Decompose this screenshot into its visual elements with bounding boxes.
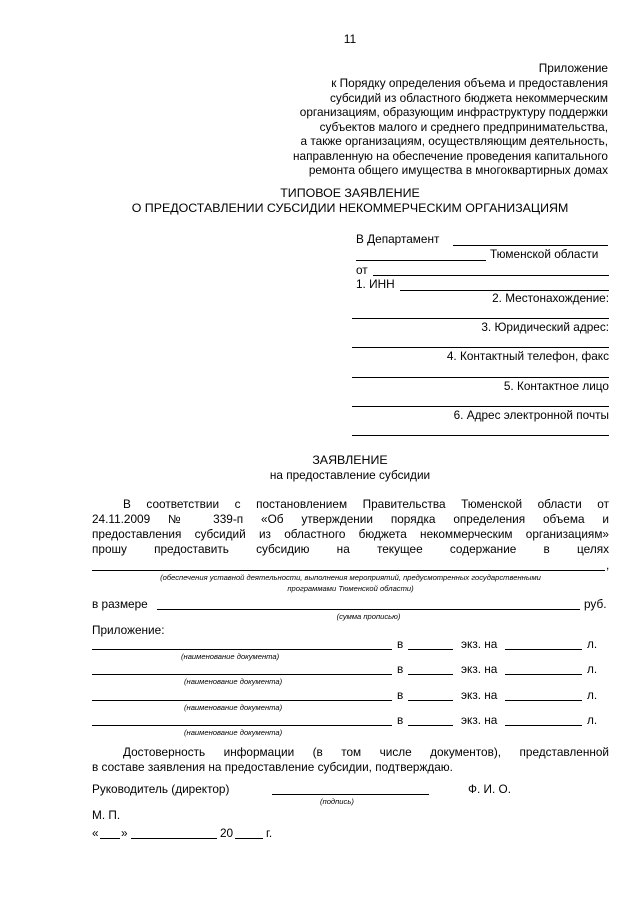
attachment-caption: (наименование документа) bbox=[184, 703, 283, 712]
statement-subheading: на предоставление субсидии bbox=[269, 468, 431, 482]
fio-label: Ф. И. О. bbox=[468, 782, 512, 796]
email-field[interactable] bbox=[352, 435, 609, 436]
date-year-prefix: 20 bbox=[220, 826, 234, 840]
attachment-name-field[interactable] bbox=[92, 725, 392, 726]
head-label: Руководитель (директор) bbox=[92, 782, 230, 796]
confirmation-line: Достоверность информации (в том числе документов), представленной bbox=[123, 745, 609, 759]
attachment-copies-field[interactable] bbox=[408, 649, 453, 650]
signature-field[interactable] bbox=[272, 794, 429, 795]
appendix-line: направленную на обеспечение проведения капитального bbox=[293, 149, 608, 163]
attachment-name-field[interactable] bbox=[92, 649, 392, 650]
date-year-field[interactable] bbox=[235, 838, 263, 839]
email-label: 6. Адрес электронной почты bbox=[453, 408, 609, 422]
department-label: В Департамент bbox=[356, 232, 440, 246]
amount-unit: руб. bbox=[584, 597, 607, 611]
attachment-sheets-field[interactable] bbox=[505, 700, 582, 701]
region-label: Тюменской области bbox=[490, 247, 599, 261]
form-title: ТИПОВОЕ ЗАЯВЛЕНИЕ bbox=[280, 186, 420, 200]
attachment-sheets-field[interactable] bbox=[505, 725, 582, 726]
department-name-field[interactable] bbox=[356, 260, 486, 261]
attachment-copies-label: экз. на bbox=[461, 662, 498, 676]
phone-field[interactable] bbox=[352, 377, 609, 378]
from-field[interactable] bbox=[373, 275, 609, 276]
body-line: В соответствии с постановлением Правительства Тюменской области от bbox=[123, 497, 609, 511]
department-field[interactable] bbox=[453, 245, 608, 246]
location-label: 2. Местонахождение: bbox=[492, 291, 609, 305]
appendix-line: а также организациям, осуществляющим деятельность, bbox=[300, 134, 608, 148]
appendix-line: ремонта общего имущества в многоквартирных домах bbox=[308, 163, 608, 177]
from-label: от bbox=[356, 263, 368, 277]
inn-label: 1. ИНН bbox=[356, 277, 395, 291]
attachment-copies-label: экз. на bbox=[461, 713, 498, 727]
attachment-sheets-field[interactable] bbox=[505, 674, 582, 675]
location-field[interactable] bbox=[352, 318, 609, 319]
signature-caption: (подпись) bbox=[320, 797, 354, 806]
attachment-sheets-label: л. bbox=[587, 662, 598, 676]
contact-field[interactable] bbox=[352, 406, 609, 407]
attachment-name-field[interactable] bbox=[92, 674, 392, 675]
attachment-copies-field[interactable] bbox=[408, 674, 453, 675]
date-open-quote: « bbox=[92, 826, 99, 840]
attachment-sheets-label: л. bbox=[587, 713, 598, 727]
stamp-label: М. П. bbox=[92, 808, 121, 822]
attachment-in: в bbox=[397, 662, 404, 676]
amount-field[interactable] bbox=[157, 609, 580, 610]
purpose-comma: , bbox=[606, 558, 610, 572]
phone-label: 4. Контактный телефон, факс bbox=[446, 349, 609, 363]
appendix-line: субъектов малого и среднего предпринимательства, bbox=[319, 120, 608, 134]
attachment-name-field[interactable] bbox=[92, 700, 392, 701]
date-day-field[interactable] bbox=[100, 838, 120, 839]
attachment-copies-label: экз. на bbox=[461, 688, 498, 702]
date-close-quote: » bbox=[121, 826, 128, 840]
attachment-caption: (наименование документа) bbox=[184, 677, 283, 686]
attachments-label: Приложение: bbox=[92, 623, 165, 637]
attachment-in: в bbox=[397, 713, 404, 727]
attachment-sheets-label: л. bbox=[587, 688, 598, 702]
body-line: предоставления субсидий из областного бюджета некоммерческим организациям» bbox=[92, 527, 609, 541]
appendix-line: к Порядку определения объема и предоставления bbox=[331, 76, 608, 90]
body-line: 24.11.2009 № 339-п «Об утверждении порядка определения объема и bbox=[92, 512, 609, 526]
purpose-caption: (обеспечения уставной деятельности, выполнения мероприятий, предусмотренных государственными bbox=[160, 573, 541, 582]
attachment-sheets-field[interactable] bbox=[505, 649, 582, 650]
amount-label: в размере bbox=[92, 597, 148, 611]
appendix-line: субсидий из областного бюджета некоммерческим bbox=[329, 91, 608, 105]
page-number: 11 bbox=[343, 32, 357, 46]
appendix-line: Приложение bbox=[538, 61, 608, 75]
attachment-in: в bbox=[397, 688, 404, 702]
form-title-sub: О ПРЕДОСТАВЛЕНИИ СУБСИДИИ НЕКОММЕРЧЕСКИМ ОРГАНИЗАЦИЯМ bbox=[131, 201, 569, 215]
purpose-caption: программами Тюменской области) bbox=[287, 584, 414, 593]
attachment-caption: (наименование документа) bbox=[184, 728, 283, 737]
legal-address-field[interactable] bbox=[352, 347, 609, 348]
confirmation-line: в составе заявления на предоставление субсидии, подтверждаю. bbox=[92, 760, 453, 774]
purpose-field[interactable] bbox=[92, 570, 605, 571]
legal-address-label: 3. Юридический адрес: bbox=[481, 320, 609, 334]
attachment-copies-field[interactable] bbox=[408, 725, 453, 726]
statement-heading: ЗАЯВЛЕНИЕ bbox=[312, 453, 388, 467]
body-line: прошу предоставить субсидию на текущее содержание в целях bbox=[92, 542, 609, 556]
date-month-field[interactable] bbox=[131, 838, 217, 839]
attachment-copies-field[interactable] bbox=[408, 700, 453, 701]
attachment-copies-label: экз. на bbox=[461, 637, 498, 651]
appendix-line: организациям, образующим инфраструктуру поддержки bbox=[299, 105, 608, 119]
contact-label: 5. Контактное лицо bbox=[503, 379, 609, 393]
date-suffix: г. bbox=[266, 826, 273, 840]
amount-caption: (сумма прописью) bbox=[336, 612, 401, 621]
attachment-in: в bbox=[397, 637, 404, 651]
attachment-sheets-label: л. bbox=[587, 637, 598, 651]
attachment-caption: (наименование документа) bbox=[181, 652, 280, 661]
